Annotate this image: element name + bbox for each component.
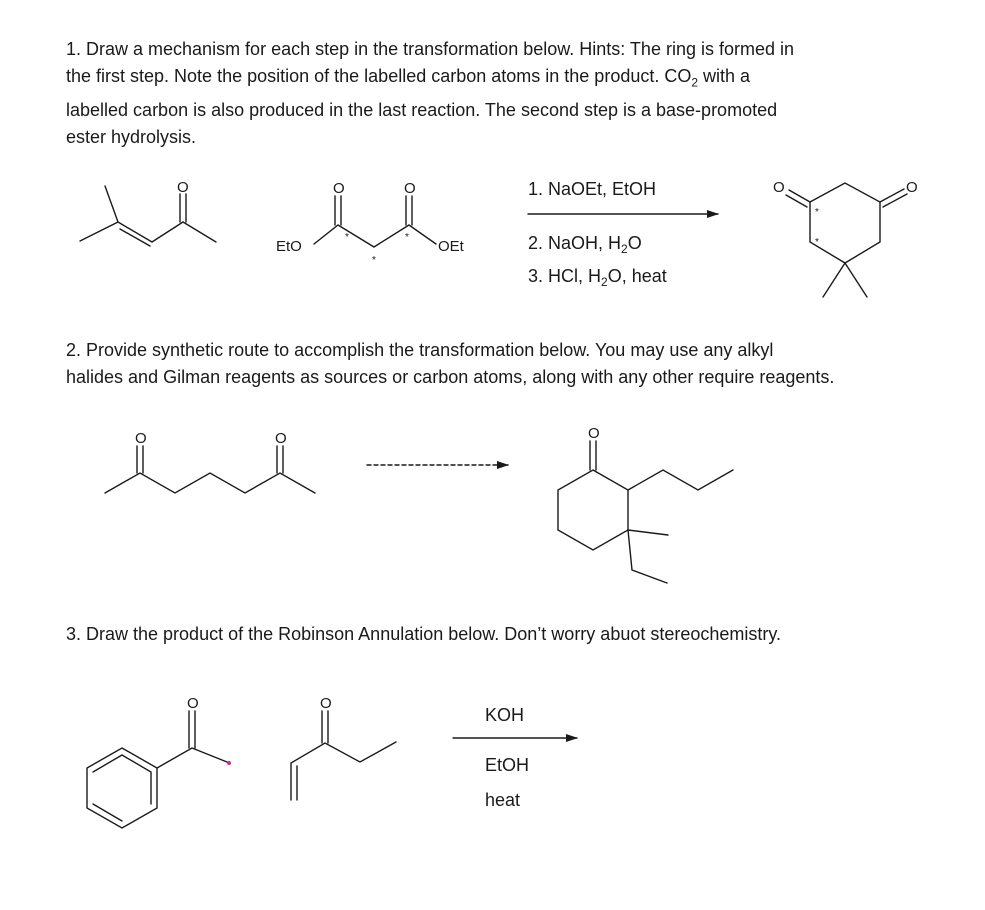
target-oxygen-label: O xyxy=(588,425,600,442)
condition-step-2-pre: 2. NaOH, H xyxy=(528,233,622,253)
problem-1-line-2-tail: with a xyxy=(698,66,751,86)
oet-label: OEt xyxy=(438,238,464,255)
ester-oxygen-left-label: O xyxy=(333,180,345,197)
problem-1-line-3: labelled carbon is also produced in the last reaction. The second step is a base-promoted xyxy=(66,99,778,120)
problem-1-line-4: ester hydrolysis. xyxy=(66,126,197,147)
reaction-3-conditions xyxy=(453,705,577,810)
ester-oxygen-right-label: O xyxy=(404,180,416,197)
product-oxygen-right-label: O xyxy=(906,179,918,196)
condition-step-3-pre: 3. HCl, H xyxy=(528,266,602,286)
eto-label: EtO xyxy=(276,238,302,255)
condition-step-2 xyxy=(528,233,642,256)
condition-step-3-sub: 2 xyxy=(601,275,608,289)
diethyl-malonate-structure xyxy=(276,180,465,266)
propiophenone-structure xyxy=(87,695,231,828)
ketone-oxygen-label: O xyxy=(177,179,189,196)
condition-etoh: EtOH xyxy=(485,755,530,775)
condition-step-3-post: O, heat xyxy=(607,266,667,286)
vinyl-ketone-oxygen-label: O xyxy=(320,695,332,712)
problem-1-line-2-text: the first step. Note the position of the labelled carbon atoms in the product. CO xyxy=(66,66,692,86)
label-star-carbonyl-right: * xyxy=(405,232,409,243)
product-label-star-1: * xyxy=(815,207,819,218)
propiophenone-oxygen-label: O xyxy=(187,695,199,712)
hexanedione-structure xyxy=(105,430,315,493)
target-cyclohexanone-structure xyxy=(558,425,733,583)
dimedone-product-structure xyxy=(773,179,918,297)
condition-step-3 xyxy=(528,266,667,289)
problem-2-line-1: 2. Provide synthetic route to accomplish the transformation below. You may use any alkyl xyxy=(66,340,774,360)
ethyl-vinyl-ketone-structure xyxy=(291,695,396,800)
dione-oxygen-right-label: O xyxy=(275,430,287,447)
alpha-carbon-marker xyxy=(227,761,231,765)
problem-3-line-1: 3. Draw the product of the Robinson Annulation below. Don’t worry abuot stereochemistry. xyxy=(66,624,782,644)
problem-1-line-1: 1. Draw a mechanism for each step in the transformation below. Hints: The ring is formed in xyxy=(66,39,794,59)
condition-koh: KOH xyxy=(485,705,525,725)
condition-step-1: 1. NaOEt, EtOH xyxy=(528,179,657,199)
problem-2-line-2: halides and Gilman reagents as sources or carbon atoms, along with any other require reagents. xyxy=(66,367,835,387)
label-star-carbonyl-left: * xyxy=(345,232,349,243)
product-oxygen-left-label: O xyxy=(773,179,785,196)
mesityl-oxide-structure xyxy=(80,179,216,246)
dione-oxygen-left-label: O xyxy=(135,430,147,447)
product-label-star-2: * xyxy=(815,237,819,248)
condition-heat: heat xyxy=(485,790,521,810)
condition-step-2-sub: 2 xyxy=(621,242,628,256)
condition-step-2-post: O xyxy=(627,233,642,253)
reaction-1-conditions xyxy=(528,179,718,289)
label-star-central: * xyxy=(372,255,376,266)
co2-subscript: 2 xyxy=(691,75,699,90)
